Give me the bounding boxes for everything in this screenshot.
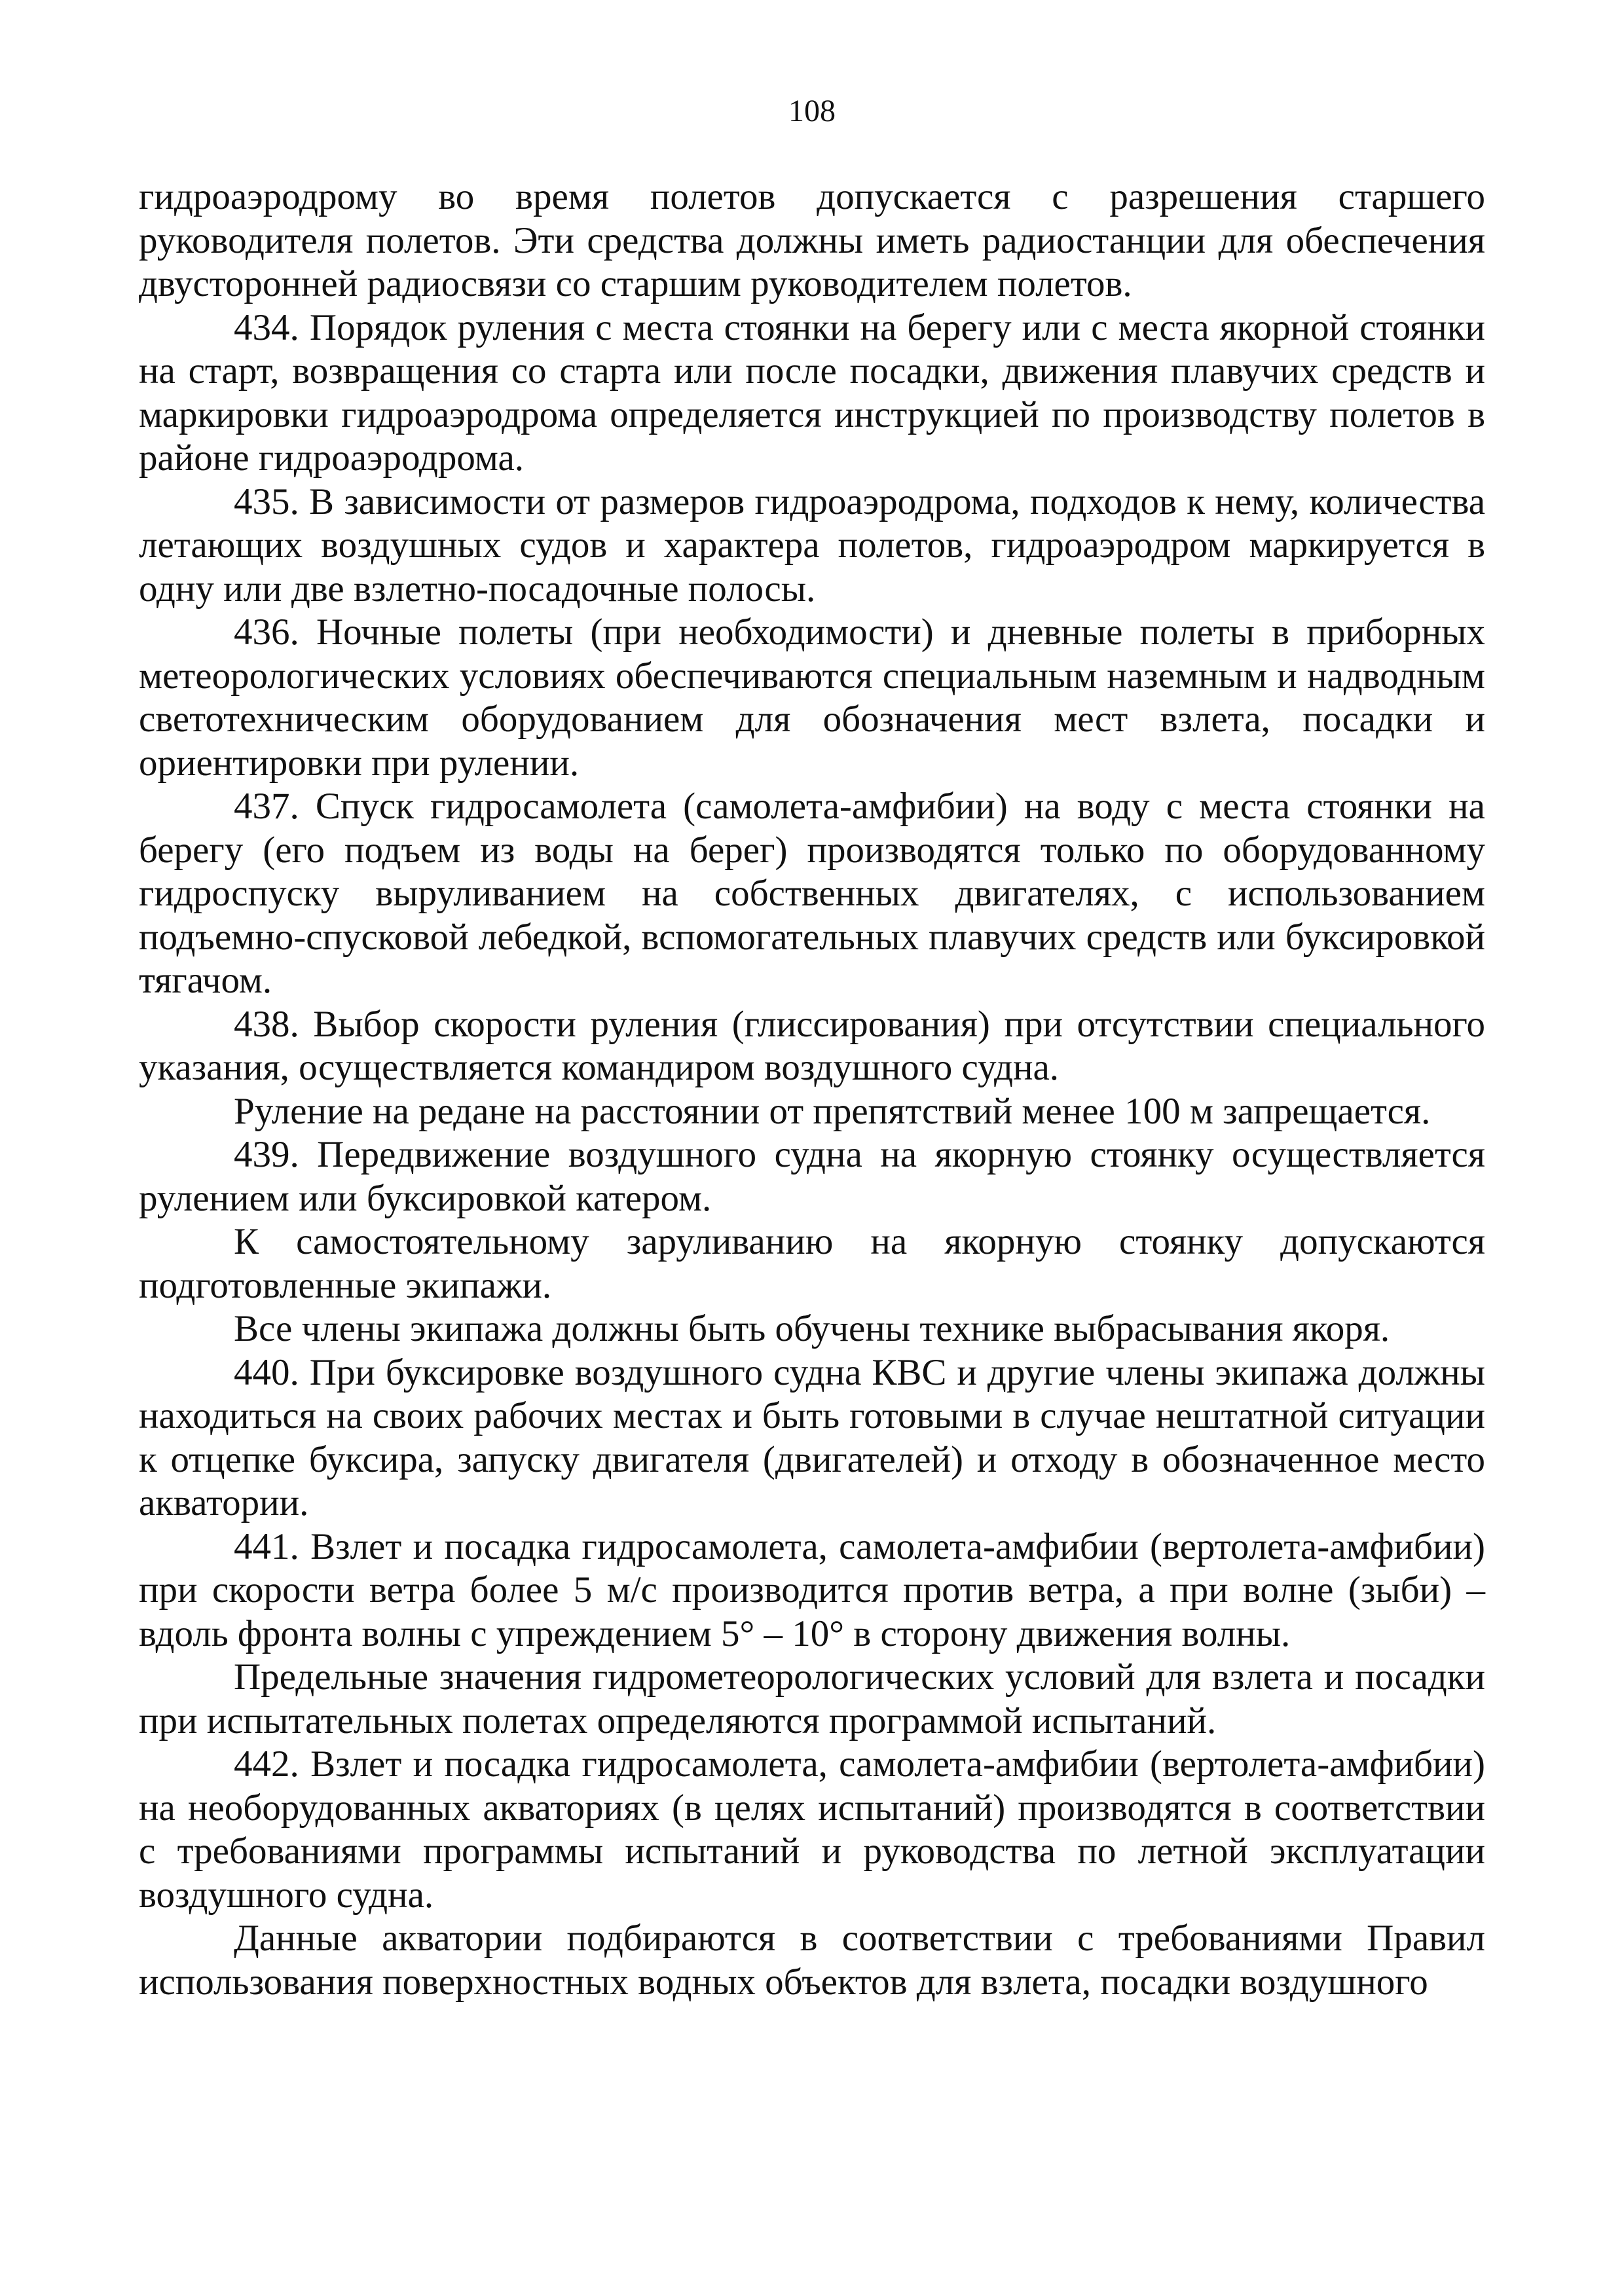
paragraph-441-limits: Предельные значения гидрометеорологических условий для взлета и посадки при испытательных полетах определяются программой испытаний. <box>139 1656 1485 1741</box>
paragraph-442: 442. Взлет и посадка гидросамолета, самолета-амфибии (вертолета-амфибии) на необорудованных акваториях (в целях испытаний) производятся в соответствии с требованиями программы испытаний и руководства по летной эксплуатации воздушного судна. <box>139 1743 1485 1916</box>
paragraph-438-taxiing-restriction: Руление на редане на расстоянии от препятствий менее 100 м запрещается. <box>234 1090 1431 1132</box>
paragraph-439-anchor-training: Все члены экипажа должны быть обучены технике выбрасывания якоря. <box>234 1308 1390 1349</box>
paragraph-438: 438. Выбор скорости руления (глиссирования) при отсутствии специального указания, осуществляется командиром воздушного судна. <box>139 1003 1485 1088</box>
paragraph-440: 440. При буксировке воздушного судна КВС и другие члены экипажа должны находиться на своих рабочих местах и быть готовыми в случае нештатной ситуации к отцепке буксира, запуску двигателя (двигателей) и отходу в обозначенное место акватории. <box>139 1351 1485 1523</box>
paragraph-439-crew-admission: К самостоятельному заруливанию на якорную стоянку допускаются подготовленные экипажи. <box>139 1221 1485 1306</box>
body-text <box>139 175 1485 2004</box>
page-number: 108 <box>788 94 836 128</box>
paragraph-434: 434. Порядок руления с места стоянки на берегу или с места якорной стоянки на старт, возвращения со старта или после посадки, движения плавучих средств и маркировки гидроаэродрома определяется инструкцией по производству полетов в районе гидроаэродрома. <box>139 306 1485 479</box>
paragraph-continuation: гидроаэродрому во время полетов допускается с разрешения старшего руководителя полетов. Эти средства должны иметь радиостанции для обеспечения двусторонней радиосвязи со старшим руководителем полетов. <box>139 176 1485 304</box>
paragraph-436: 436. Ночные полеты (при необходимости) и дневные полеты в приборных метеорологических условиях обеспечиваются специальным наземным и надводным светотехническим оборудованием для обозначения мест взлета, посадки и ориентировки при рулении. <box>139 611 1485 784</box>
paragraph-442-water-areas: Данные акватории подбираются в соответствии с требованиями Правил использования поверхностных водных объектов для взлета, посадки воздушного <box>139 1918 1485 2003</box>
paragraph-437: 437. Спуск гидросамолета (самолета-амфибии) на воду с места стоянки на берегу (его подъем из воды на берег) производятся только по оборудованному гидроспуску выруливанием на собственных двигателях, с использованием подъемно-спусковой лебедкой, вспомогательных плавучих средств или буксировкой тягачом. <box>139 786 1485 1001</box>
paragraph-439: 439. Передвижение воздушного судна на якорную стоянку осуществляется рулением или буксировкой катером. <box>139 1134 1485 1219</box>
paragraph-435: 435. В зависимости от размеров гидроаэродрома, подходов к нему, количества летающих воздушных судов и характера полетов, гидроаэродром маркируется в одну или две взлетно-посадочные полосы. <box>139 481 1485 610</box>
paragraph-441: 441. Взлет и посадка гидросамолета, самолета-амфибии (вертолета-амфибии) при скорости ветра более 5 м/с производится против ветра, а при волне (зыби) – вдоль фронта волны с упреждением 5° – 10° в сторону движения волны. <box>139 1525 1485 1654</box>
